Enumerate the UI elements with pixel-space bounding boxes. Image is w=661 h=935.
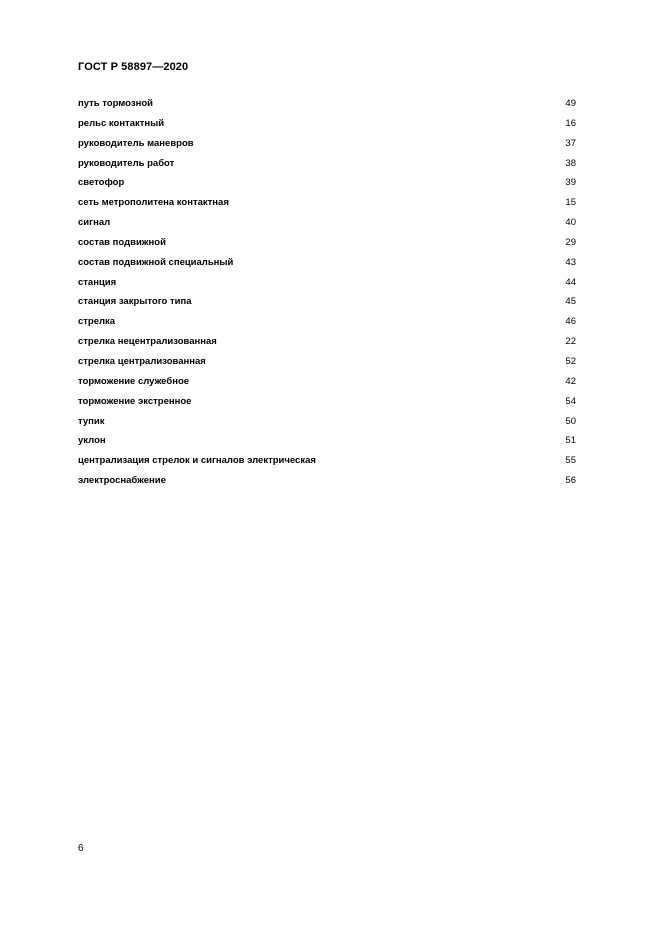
index-entry (78, 475, 576, 495)
alphabetical-index (78, 98, 576, 495)
index-term: сеть метрополитена контактная (78, 197, 229, 209)
index-page-ref: 39 (565, 177, 576, 189)
document-header: ГОСТ Р 58897—2020 (78, 61, 189, 73)
index-page-ref: 22 (565, 336, 576, 348)
index-term: сигнал (78, 217, 111, 229)
index-term: станция закрытого типа (78, 296, 192, 308)
index-entry (78, 217, 576, 237)
index-entry (78, 455, 576, 475)
index-term: стрелка (78, 316, 116, 328)
index-entry (78, 296, 576, 316)
index-entry (78, 396, 576, 416)
index-entry (78, 118, 576, 138)
index-page-ref: 38 (565, 157, 576, 169)
page-number: 6 (78, 843, 84, 854)
index-term: светофор (78, 177, 125, 189)
index-page-ref: 37 (565, 137, 576, 149)
index-page-ref: 43 (565, 256, 576, 268)
index-term: путь тормозной (78, 98, 153, 109)
index-term: состав подвижной (78, 236, 166, 248)
index-term: стрелка нецентрализованная (78, 336, 217, 348)
index-term: рельс контактный (78, 117, 165, 129)
index-term: электроснабжение (78, 475, 166, 487)
index-entry (78, 98, 576, 118)
index-page-ref: 15 (565, 197, 576, 209)
index-term: централизация стрелок и сигналов электрическая (78, 455, 316, 467)
index-entry (78, 356, 576, 376)
index-page-ref: 46 (565, 316, 576, 328)
index-page-ref: 42 (565, 375, 576, 387)
index-entry (78, 416, 576, 436)
index-term: торможение экстренное (78, 395, 192, 407)
index-entry (78, 197, 576, 217)
index-entry (78, 376, 576, 396)
index-term: уклон (78, 435, 106, 447)
index-term: состав подвижной специальный (78, 256, 234, 268)
index-page-ref: 55 (565, 455, 576, 467)
index-term: руководитель работ (78, 157, 175, 169)
index-page-ref: 44 (565, 276, 576, 288)
index-term: тупик (78, 415, 105, 427)
index-page-ref: 16 (565, 117, 576, 129)
index-entry (78, 138, 576, 158)
index-entry (78, 177, 576, 197)
index-entry (78, 336, 576, 356)
index-page-ref: 45 (565, 296, 576, 308)
index-entry (78, 277, 576, 297)
index-entry (78, 257, 576, 277)
index-page-ref: 50 (565, 415, 576, 427)
index-page-ref: 40 (565, 217, 576, 229)
index-page-ref: 49 (565, 98, 576, 109)
index-page-ref: 29 (565, 236, 576, 248)
index-term: руководитель маневров (78, 137, 194, 149)
index-entry (78, 237, 576, 257)
index-page-ref: 52 (565, 355, 576, 367)
index-term: станция (78, 276, 117, 288)
index-entry (78, 158, 576, 178)
index-page-ref: 54 (565, 395, 576, 407)
index-page-ref: 51 (565, 435, 576, 447)
index-entry (78, 316, 576, 336)
index-term: торможение служебное (78, 375, 190, 387)
index-term: стрелка централизованная (78, 355, 206, 367)
index-page-ref: 56 (565, 475, 576, 487)
index-entry (78, 435, 576, 455)
